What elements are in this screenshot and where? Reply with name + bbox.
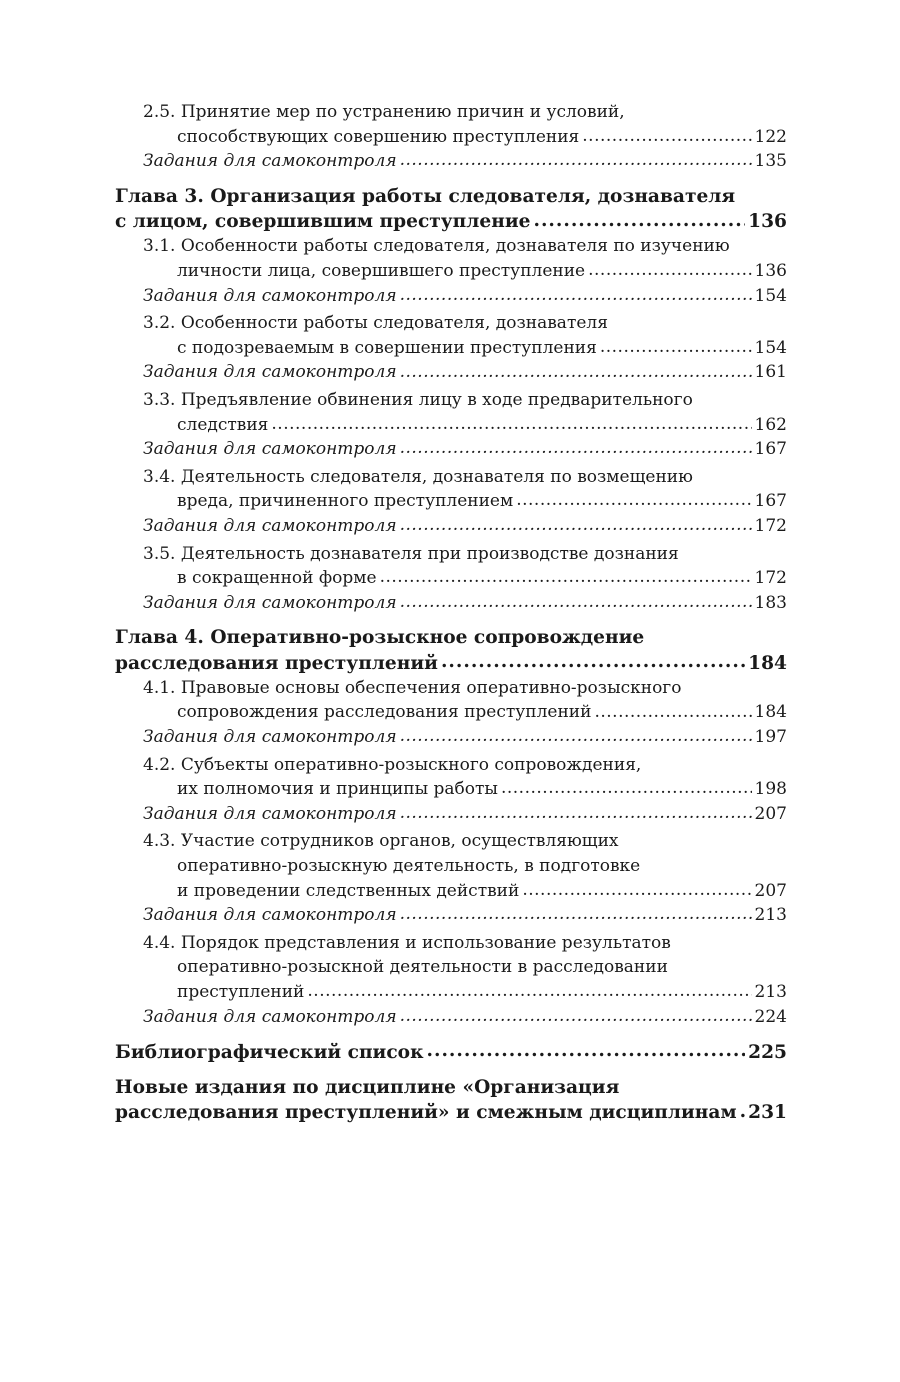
toc-section-title: и проведении следственных действий bbox=[177, 880, 520, 901]
toc-chapter-title: Глава 4. Оперативно-розыскное сопровождение bbox=[115, 627, 645, 649]
page-number: 225 bbox=[748, 1041, 787, 1063]
toc-chapter-title: с лицом, совершившим преступление bbox=[115, 211, 531, 233]
page-number: 213 bbox=[754, 982, 787, 1002]
toc-section-3-4[interactable] bbox=[115, 465, 787, 514]
leader-dots bbox=[271, 413, 751, 430]
toc-tasks-3-4[interactable] bbox=[115, 514, 787, 539]
toc-section-title: с подозреваемым в совершении преступления bbox=[177, 337, 597, 358]
toc-tasks-label: Задания для самоконтроля bbox=[143, 151, 397, 172]
toc-section-title: преступлений bbox=[177, 982, 305, 1002]
page-number: 172 bbox=[754, 515, 787, 536]
page-number: 207 bbox=[754, 803, 787, 824]
toc-chapter-4[interactable] bbox=[115, 625, 787, 676]
toc-tasks-2-5[interactable] bbox=[115, 149, 787, 174]
toc-section-title: вреда, причиненного преступлением bbox=[177, 491, 514, 512]
leader-dots bbox=[582, 125, 751, 142]
page-number: 162 bbox=[754, 414, 787, 435]
toc-section-title: способствующих совершению преступления bbox=[177, 126, 580, 147]
toc-section-3-2[interactable] bbox=[115, 311, 787, 360]
page-number: 231 bbox=[748, 1102, 787, 1124]
leader-dots bbox=[400, 591, 752, 608]
leader-dots bbox=[400, 360, 752, 377]
toc-section-title: 3.3. Предъявление обвинения лицу в ходе предварительного bbox=[143, 389, 693, 410]
page-number: 197 bbox=[754, 727, 787, 748]
toc-tasks-4-3[interactable] bbox=[115, 903, 787, 928]
toc-section-4-3[interactable] bbox=[115, 829, 787, 903]
toc-section-title: их полномочия и принципы работы bbox=[177, 779, 498, 800]
toc-section-title: оперативно-розыскной деятельности в расследовании bbox=[177, 957, 668, 978]
leader-dots bbox=[740, 1100, 746, 1119]
toc-tasks-3-2[interactable] bbox=[115, 360, 787, 385]
page-number: 172 bbox=[754, 568, 787, 589]
leader-dots bbox=[400, 437, 752, 454]
leader-dots bbox=[400, 802, 752, 819]
page-number: 198 bbox=[754, 779, 787, 800]
page-number: 213 bbox=[754, 905, 787, 926]
toc-tasks-3-3[interactable] bbox=[115, 437, 787, 462]
leader-dots bbox=[307, 980, 751, 997]
toc-tasks-label: Задания для самоконтроля bbox=[143, 592, 397, 613]
leader-dots bbox=[400, 149, 752, 166]
toc-tasks-4-1[interactable] bbox=[115, 725, 787, 750]
leader-dots bbox=[522, 879, 751, 896]
toc-section-title: следствия bbox=[177, 414, 269, 435]
page-number: 224 bbox=[754, 1006, 787, 1027]
page-number: 183 bbox=[754, 592, 787, 613]
leader-dots bbox=[441, 650, 745, 669]
toc-chapter-title: расследования преступлений bbox=[115, 652, 438, 674]
leader-dots bbox=[600, 336, 752, 353]
page-number: 167 bbox=[754, 439, 787, 460]
toc-section-2-5[interactable] bbox=[115, 100, 787, 149]
toc-section-title: 4.3. Участие сотрудников органов, осуществляющих bbox=[143, 831, 619, 852]
toc-tasks-label: Задания для самоконтроля bbox=[143, 439, 397, 460]
toc-chapter-title: Новые издания по дисциплине «Организация bbox=[115, 1076, 620, 1098]
toc-section-title: сопровождения расследования преступлений bbox=[177, 702, 592, 723]
leader-dots bbox=[588, 259, 751, 276]
page-number: 154 bbox=[754, 337, 787, 358]
toc-tasks-4-4[interactable] bbox=[115, 1005, 787, 1030]
page-number: 154 bbox=[754, 285, 787, 306]
toc-tasks-3-5[interactable] bbox=[115, 591, 787, 616]
leader-dots bbox=[501, 777, 752, 794]
page-number: 184 bbox=[754, 702, 787, 723]
page-number: 207 bbox=[754, 880, 787, 901]
toc-section-title: 3.2. Особенности работы следователя, дознавателя bbox=[143, 313, 608, 334]
toc-tasks-label: Задания для самоконтроля bbox=[143, 1006, 397, 1027]
toc-section-4-4[interactable] bbox=[115, 931, 787, 1005]
toc-section-title: в сокращенной форме bbox=[177, 568, 377, 589]
leader-dots bbox=[400, 1005, 752, 1022]
toc-tasks-label: Задания для самоконтроля bbox=[143, 285, 397, 306]
leader-dots bbox=[594, 700, 751, 717]
toc-bibliography[interactable] bbox=[115, 1039, 787, 1065]
leader-dots bbox=[400, 903, 752, 920]
toc-section-title: 3.1. Особенности работы следователя, дознавателя по изучению bbox=[143, 236, 730, 257]
toc-chapter-3[interactable] bbox=[115, 184, 787, 235]
toc-section-4-2[interactable] bbox=[115, 753, 787, 802]
leader-dots bbox=[380, 566, 752, 583]
leader-dots bbox=[400, 725, 752, 742]
toc-section-3-3[interactable] bbox=[115, 388, 787, 437]
toc-section-title: 3.4. Деятельность следователя, дознавателя по возмещению bbox=[143, 466, 693, 487]
leader-dots bbox=[400, 284, 752, 301]
page-number: 136 bbox=[754, 260, 787, 281]
page-number: 167 bbox=[754, 491, 787, 512]
toc-tasks-label: Задания для самоконтроля bbox=[143, 362, 397, 383]
toc-tasks-label: Задания для самоконтроля bbox=[143, 905, 397, 926]
toc-section-title: 4.1. Правовые основы обеспечения оперативно-розыскного bbox=[143, 677, 682, 698]
page-number: 135 bbox=[754, 151, 787, 172]
toc-section-3-5[interactable] bbox=[115, 542, 787, 591]
toc-section-4-1[interactable] bbox=[115, 676, 787, 725]
leader-dots bbox=[533, 209, 745, 228]
toc-section-3-1[interactable] bbox=[115, 234, 787, 283]
toc-tasks-3-1[interactable] bbox=[115, 284, 787, 309]
toc-section-title: 3.5. Деятельность дознавателя при производстве дознания bbox=[143, 543, 679, 564]
toc-tasks-4-2[interactable] bbox=[115, 802, 787, 827]
toc-section-title: личности лица, совершившего преступление bbox=[177, 260, 586, 281]
leader-dots bbox=[427, 1039, 746, 1058]
toc-tasks-label: Задания для самоконтроля bbox=[143, 727, 397, 748]
table-of-contents bbox=[115, 100, 787, 1125]
toc-section-title: 4.2. Субъекты оперативно-розыскного сопровождения, bbox=[143, 754, 642, 775]
leader-dots bbox=[400, 514, 752, 531]
toc-tasks-label: Задания для самоконтроля bbox=[143, 803, 397, 824]
toc-chapter-title: расследования преступлений» и смежным дисциплинам bbox=[115, 1102, 737, 1124]
page-number: 122 bbox=[754, 126, 787, 147]
toc-new-editions[interactable] bbox=[115, 1075, 787, 1126]
page-number: 136 bbox=[748, 211, 787, 233]
leader-dots bbox=[516, 489, 751, 506]
toc-section-title: 4.4. Порядок представления и использование результатов bbox=[143, 932, 671, 953]
toc-chapter-title: Глава 3. Организация работы следователя, дознавателя bbox=[115, 185, 736, 207]
toc-section-title: оперативно-розыскную деятельность, в подготовке bbox=[177, 856, 641, 877]
toc-tasks-label: Задания для самоконтроля bbox=[143, 515, 397, 536]
page-number: 161 bbox=[754, 362, 787, 383]
toc-chapter-title: Библиографический список bbox=[115, 1041, 424, 1063]
toc-section-title: 2.5. Принятие мер по устранению причин и условий, bbox=[143, 102, 625, 122]
page-number: 184 bbox=[748, 652, 787, 674]
